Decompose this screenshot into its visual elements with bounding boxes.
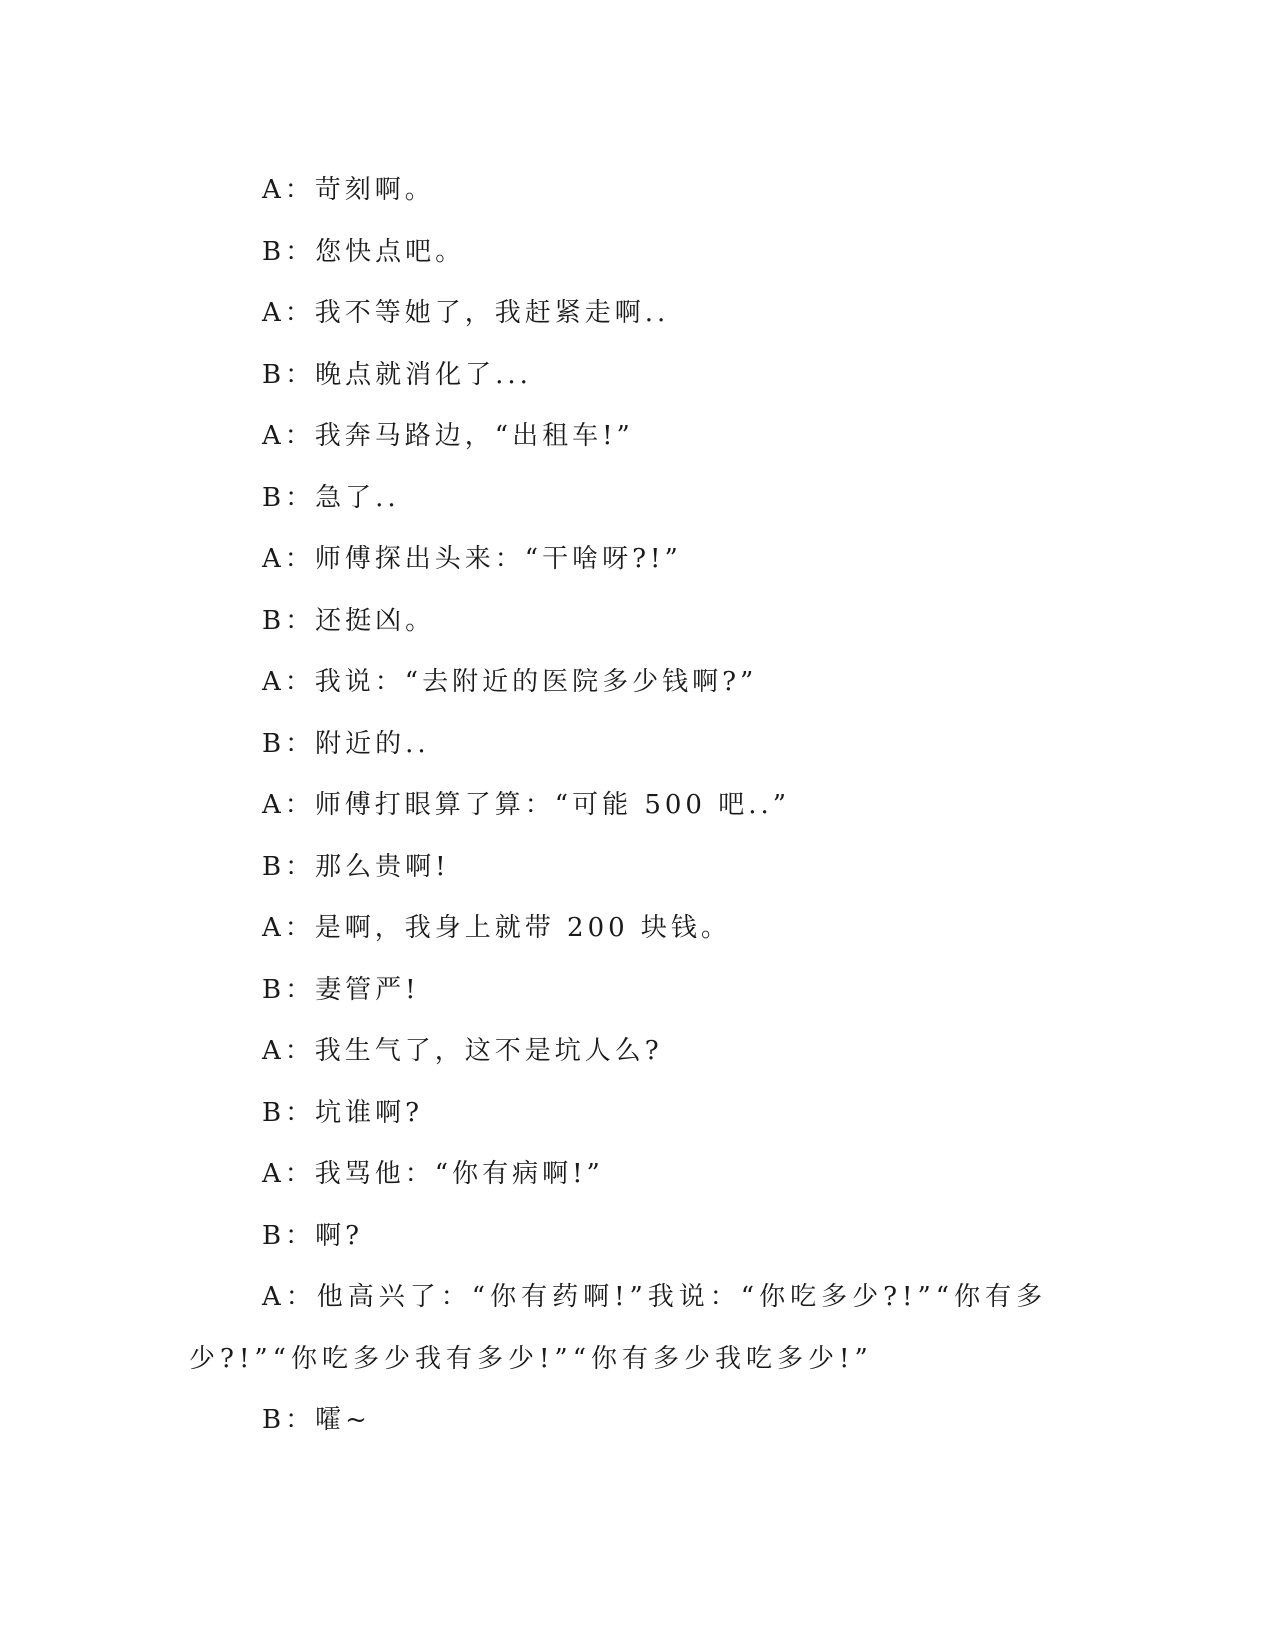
- dialogue-line: B：嚯~: [262, 1405, 371, 1435]
- dialogue-line: B：您快点吧。: [262, 236, 466, 267]
- dialogue-line: A：师傅打眼算了算：“可能 500 吧..”: [262, 790, 791, 820]
- dialogue-line: A：我生气了，这不是坑人么?: [262, 1036, 663, 1066]
- dialogue-line: A：师傅探出头来：“干啥呀?!”: [262, 544, 682, 574]
- dialogue-line: A：我骂他：“你有病啊!”: [262, 1159, 604, 1189]
- dialogue-line: A：是啊，我身上就带 200 块钱。: [262, 913, 731, 943]
- dialogue-line: B：妻管严!: [262, 974, 420, 1005]
- dialogue-line: A：我奔马路边，“出租车!”: [262, 421, 634, 451]
- dialogue-line: B：还挺凶。: [262, 605, 436, 636]
- dialogue-line: B：啊?: [262, 1220, 364, 1251]
- dialogue-line: A：苛刻啊。: [262, 175, 435, 205]
- dialogue-text: [189, 160, 1069, 1452]
- dialogue-line: B：那么贵啊!: [262, 851, 450, 882]
- dialogue-line: B：急了..: [262, 482, 400, 513]
- dialogue-line: B：附近的..: [262, 728, 430, 759]
- dialogue-line: A：他高兴了：“你有药啊!”我说：“你吃多少?!”“你有多少?!”“你吃多少我有多少!”“你有多少我吃多少!”: [189, 1282, 1048, 1374]
- dialogue-line: A：我不等她了，我赶紧走啊..: [262, 298, 670, 328]
- dialogue-line: B：晚点就消化了...: [262, 359, 532, 390]
- dialogue-line: B：坑谁啊?: [262, 1097, 424, 1128]
- dialogue-line: A：我说：“去附近的医院多少钱啊?”: [262, 667, 758, 697]
